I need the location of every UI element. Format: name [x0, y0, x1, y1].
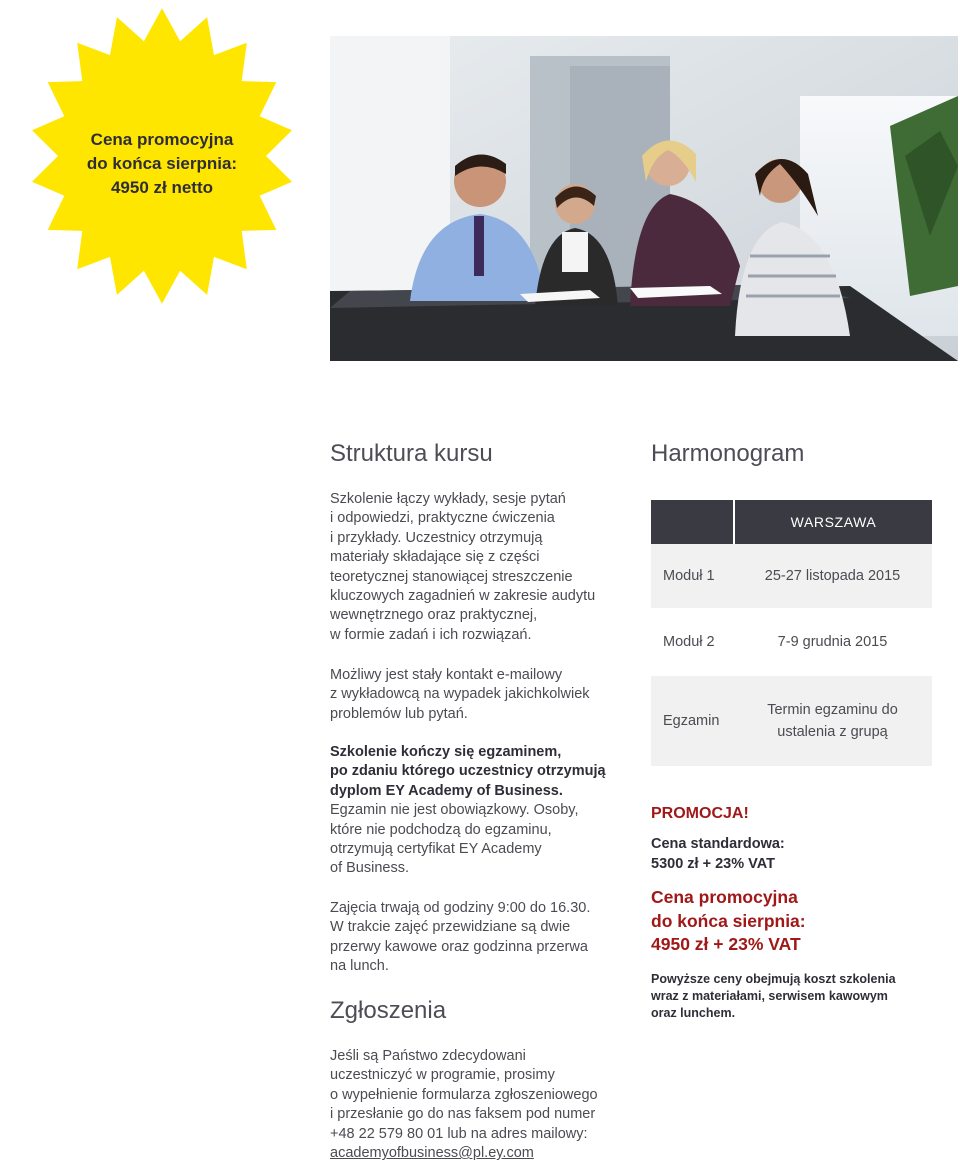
text-line: i odpowiedzi, praktyczne ćwiczenia [330, 510, 555, 527]
structure-paragraph-1 [330, 490, 640, 645]
structure-paragraph-4 [330, 899, 640, 977]
structure-paragraph-2 [330, 666, 640, 724]
schedule-table [651, 500, 932, 766]
text-line: problemów lub pytań. [330, 705, 468, 722]
text-line: przerwy kawowe oraz godzinna przerwa [330, 938, 588, 955]
text-line: W trakcie zajęć przewidziane są dwie [330, 919, 571, 936]
schedule-header-blank [651, 500, 733, 544]
text-line: Jeśli są Państwo zdecydowani [330, 1048, 526, 1064]
promo-note [651, 971, 931, 1022]
text-line: +48 22 579 80 01 lub na adres mailowy: [330, 1125, 588, 1142]
email-link[interactable]: academyofbusiness@pl.ey.com [330, 1145, 534, 1162]
office-meeting-photo [330, 36, 958, 361]
text-line: Możliwy jest stały kontakt e-mailowy [330, 667, 563, 683]
text-line: kluczowych zagadnień w zakresie audytu [330, 588, 596, 605]
text-line: w formie zadań i ich rozwiązań. [330, 626, 532, 643]
structure-paragraph-3 [330, 743, 640, 879]
text-line-bold: Szkolenie kończy się egzaminem, [330, 744, 562, 760]
text-line: ustalenia z grupą [777, 724, 888, 740]
promo-block [651, 803, 941, 1022]
schedule-header-city: WARSZAWA [735, 500, 932, 544]
text-line: 5300 zł + 23% VAT [651, 855, 775, 872]
badge-line: Cena promocyjna [90, 130, 234, 149]
text-line: uczestniczyć w programie, prosimy [330, 1067, 555, 1084]
text-line: z wykładowcą na wypadek jakichkolwiek [330, 686, 590, 703]
schedule-row-label: Moduł 1 [663, 568, 715, 584]
section-title-structure: Struktura kursu [330, 440, 493, 467]
text-line: Powyższe ceny obejmują koszt szkolenia [651, 971, 896, 986]
text-line: Zajęcia trwają od godziny 9:00 do 16.30. [330, 900, 591, 916]
photo-illustration [330, 36, 958, 361]
schedule-row-label: Egzamin [663, 713, 720, 729]
schedule-row [651, 676, 932, 766]
text-line-bold: po zdaniu którego uczestnicy otrzymują [330, 763, 606, 780]
text-line: Cena standardowa: [651, 836, 785, 852]
schedule-row [651, 608, 932, 676]
text-line: otrzymują certyfikat EY Academy [330, 841, 542, 858]
text-line-bold: dyplom EY Academy of Business. [330, 782, 563, 799]
badge-text [30, 128, 294, 200]
text-line: do końca sierpnia: [651, 910, 806, 931]
schedule-row-value: 7-9 grudnia 2015 [777, 634, 888, 650]
text-line: of Business. [330, 860, 409, 877]
standard-price [651, 835, 941, 874]
schedule-row-value: 25-27 listopada 2015 [764, 568, 901, 584]
text-line: na lunch. [330, 958, 389, 975]
text-line: 4950 zł + 23% VAT [651, 934, 801, 954]
text-line: wewnętrznego oraz praktycznej, [330, 607, 538, 624]
promo-price [651, 886, 941, 957]
schedule-row-label: Moduł 2 [663, 634, 715, 650]
promo-starburst-badge [30, 6, 294, 306]
section-title-applications: Zgłoszenia [330, 997, 447, 1024]
text-line: Termin egzaminu do [767, 702, 898, 718]
schedule-header-row [651, 500, 932, 544]
text-line: oraz lunchem. [651, 1005, 736, 1020]
text-line: materiały składające się z części [330, 549, 540, 566]
text-line: i przykłady. Uczestnicy otrzymują [330, 529, 543, 546]
promo-title: PROMOCJA! [651, 805, 749, 822]
applications-paragraph [330, 1047, 650, 1163]
text-line: które nie podchodzą do egzaminu, [330, 821, 552, 838]
text-line: Szkolenie łączy wykłady, sesje pytań [330, 491, 566, 507]
section-title-schedule: Harmonogram [651, 440, 805, 467]
text-line: wraz z materiałami, serwisem kawowym [651, 988, 888, 1003]
text-line: teoretycznej stanowiącej streszczenie [330, 568, 573, 585]
schedule-row-value [733, 676, 932, 766]
text-line: Egzamin nie jest obowiązkowy. Osoby, [330, 802, 579, 819]
text-line: i przesłanie go do nas faksem pod numer [330, 1106, 596, 1123]
badge-price: 4950 zł netto [110, 178, 214, 197]
text-line: Cena promocyjna [651, 887, 798, 907]
badge-line: do końca sierpnia: [86, 154, 238, 173]
text-line: o wypełnienie formularza zgłoszeniowego [330, 1086, 598, 1103]
schedule-row [651, 544, 932, 608]
